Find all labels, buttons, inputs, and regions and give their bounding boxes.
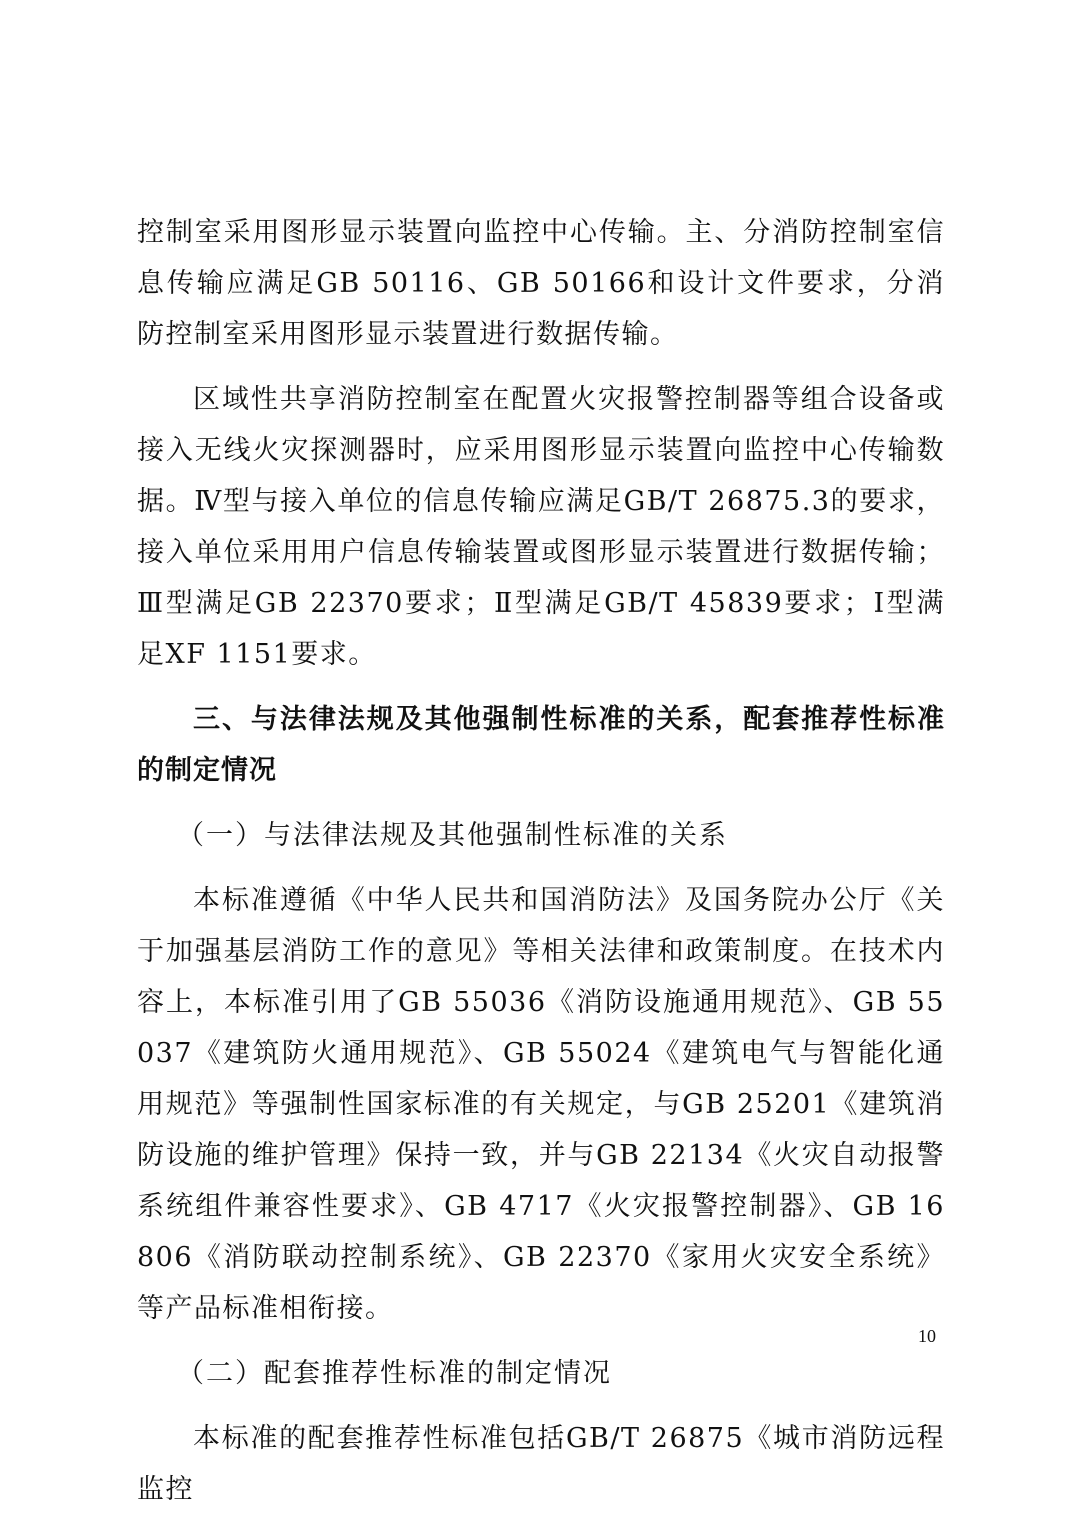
subheading-supporting-standards: （二）配套推荐性标准的制定情况 [177, 1358, 612, 1389]
paragraph-regional-control-room: 区域性共享消防控制室在配置火灾报警控制器等组合设备或接入无线火灾探测器时，应采用图形显示装置向监控中心传输数据。Ⅳ型与接入单位的信息传输应满足GB/T 26875.3的要求，接入单位采用用户信息传输装置或图形显示装置进行数据传输；Ⅲ型满足GB 22370要求；Ⅱ型满足GB/T 45839要求；Ⅰ型满足XF 1151要求。 [137, 384, 945, 670]
page-body [137, 207, 945, 1515]
subheading-laws-relationship: （一）与法律法规及其他强制性标准的关系 [177, 820, 728, 851]
paragraph-supporting-standards: 本标准的配套推荐性标准包括GB/T 26875《城市消防远程监控 [137, 1423, 945, 1505]
section-heading-relationship: 三、与法律法规及其他强制性标准的关系，配套推荐性标准的制定情况 [137, 704, 945, 786]
paragraph-laws-relationship: 本标准遵循《中华人民共和国消防法》及国务院办公厅《关于加强基层消防工作的意见》等相关法律和政策制度。在技术内容上，本标准引用了GB 55036《消防设施通用规范》、GB 55037《建筑防火通用规范》、GB 55024《建筑电气与智能化通用规范》等强制性国家标准的有关规定，与GB 25201《建筑消防设施的维护管理》保持一致，并与GB 22134《火灾自动报警系统组件兼容性要求》、GB 4717《火灾报警控制器》、GB 16806《消防联动控制系统》、GB 22370《家用火灾安全系统》等产品标准相衔接。 [137, 885, 945, 1324]
paragraph-transmission: 控制室采用图形显示装置向监控中心传输。主、分消防控制室信息传输应满足GB 50116、GB 50166和设计文件要求，分消防控制室采用图形显示装置进行数据传输。 [137, 217, 945, 350]
page-number: 10 [918, 1326, 936, 1346]
